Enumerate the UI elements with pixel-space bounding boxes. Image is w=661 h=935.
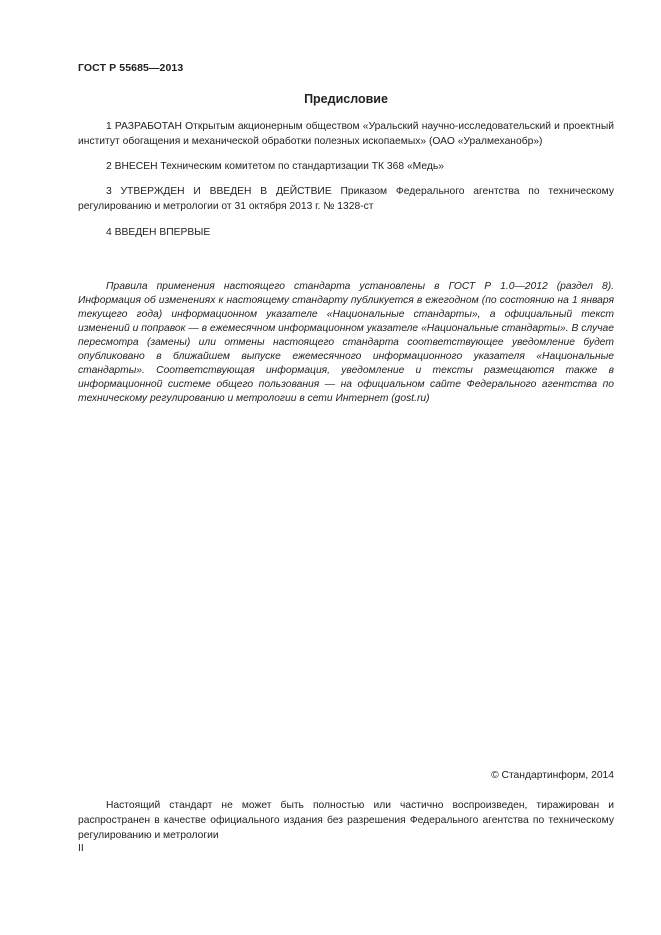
standard-application-notice: Правила применения настоящего стандарта установлены в ГОСТ Р 1.0—2012 (раздел 8). Информация об изменениях к настоящему стандарту публикуется в ежегодном (по состоянию на 1 января текущего года) информационном указателе «Национальные стандарты», а официальный текст изменений и поправок — в ежемесячном информационном указателе «Национальные стандарты». В случае пересмотра (замены) или отмены настоящего стандарта соответствующее уведомление будет опубликовано в ближайшем выпуске ежемесячного информационного указателя «Национальные стандарты». Соответствующая информация, уведомление и тексты размещаются также в информационной системе общего пользования — на официальном сайте Федерального агентства по техническому регулированию и метрологии в сети Интернет (gost.ru) bbox=[78, 281, 614, 404]
standard-code-header: ГОСТ Р 55685—2013 bbox=[78, 62, 184, 74]
preface-item-first-introduced: 4 ВВЕДЕН ВПЕРВЫЕ bbox=[106, 227, 211, 238]
page-number: II bbox=[78, 843, 84, 854]
preface-item-approved: 3 УТВЕРЖДЕН И ВВЕДЕН В ДЕЙСТВИЕ Приказом Федерального агентства по техническому регулированию и метрологии от 31 октября 2013 г. № 1328-ст bbox=[78, 186, 614, 212]
preface-item-introduced: 2 ВНЕСЕН Техническим комитетом по стандартизации ТК 368 «Медь» bbox=[106, 161, 444, 172]
preface-title: Предисловие bbox=[304, 92, 388, 106]
reproduction-rights-notice: Настоящий стандарт не может быть полностью или частично воспроизведен, тиражирован и распространен в качестве официального издания без разрешения Федерального агентства по техническому регулированию и метрологии bbox=[78, 800, 614, 841]
copyright-line: © Стандартинформ, 2014 bbox=[491, 770, 614, 781]
preface-item-developed: 1 РАЗРАБОТАН Открытым акционерным обществом «Уральский научно-исследовательский и проектный институт обогащения и механической обработки полезных ископаемых» (ОАО «Уралмеханобр») bbox=[78, 121, 614, 147]
